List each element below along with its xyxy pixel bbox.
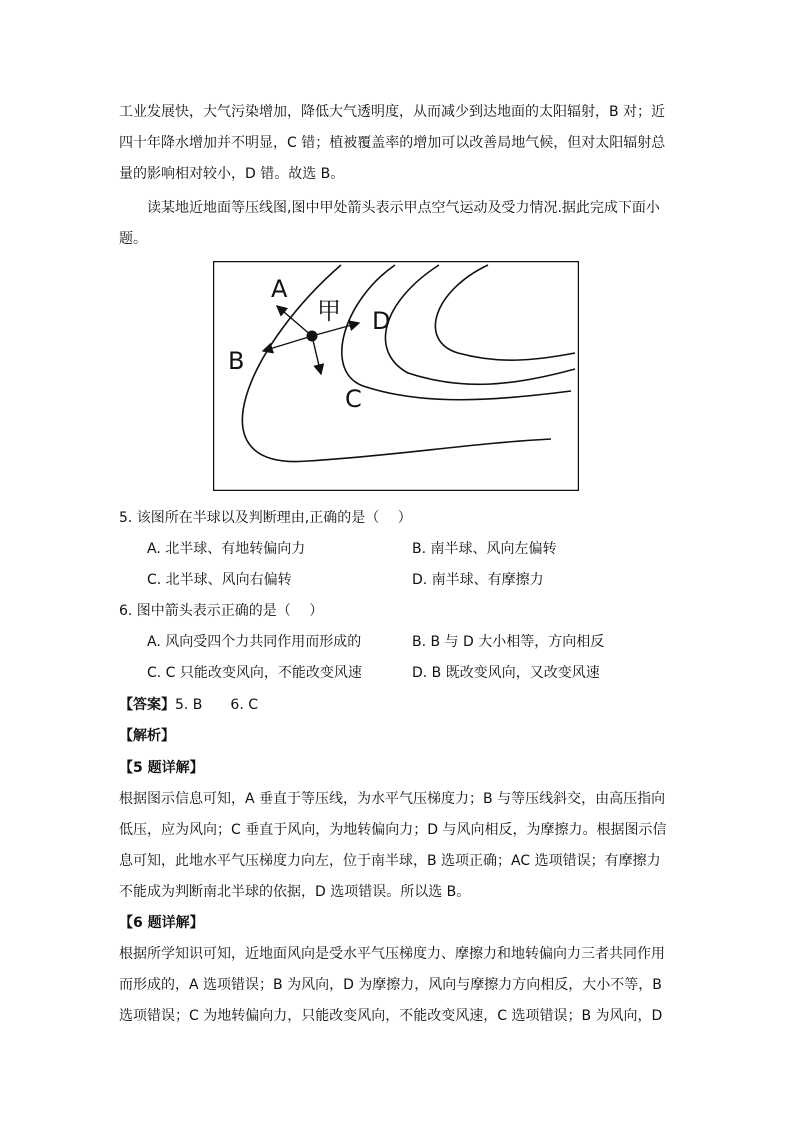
point-jia (307, 331, 318, 342)
q5-option-c: C. 北半球、风向右偏转 (147, 572, 292, 588)
q6-stem: 6. 图中箭头表示正确的是（ ） (119, 603, 324, 619)
prompt-line-1: 读某地近地面等压线图,图中甲处箭头表示甲点空气运动及受力情况.据此完成下面小 (147, 200, 660, 216)
q6-option-c: C. C 只能改变风向，不能改变风速 (147, 665, 362, 681)
analysis-label: 【解析】 (119, 728, 175, 744)
label-d: D (372, 307, 391, 335)
q5-detail-line-2: 低压，应为风向；C 垂直于风向，为地转偏向力；D 与风向相反，为摩擦力。根据图示信 (119, 822, 667, 838)
q6-option-a: A. 风向受四个力共同作用而形成的 (147, 634, 362, 650)
answer-text: 5. B 6. C (175, 697, 258, 713)
q6-detail-title: 【6 题详解】 (119, 915, 204, 931)
q5-detail-title: 【5 题详解】 (119, 760, 204, 776)
label-a: A (271, 275, 288, 303)
q6-detail-line-3: 选项错误；C 为地转偏向力，只能改变风向，不能改变风速，C 选项错误；B 为风向，D (119, 1008, 663, 1024)
q5-detail-line-4: 不能成为判断南北半球的依据，D 选项错误。所以选 B。 (119, 884, 471, 900)
q5-option-a: A. 北半球、有地转偏向力 (147, 541, 306, 557)
prompt-line-2: 题。 (119, 231, 147, 247)
q6-option-b: B. B 与 D 大小相等，方向相反 (412, 634, 605, 650)
label-c: C (345, 385, 362, 413)
q5-stem: 5. 该图所在半球以及判断理由,正确的是（ ） (119, 510, 412, 526)
q6-detail-line-1: 根据所学知识可知，近地面风向是受水平气压梯度力、摩擦力和地转偏向力三者共同作用 (119, 946, 665, 962)
intro-line-1: 工业发展快，大气污染增加，降低大气透明度，从而减少到达地面的太阳辐射，B 对；近 (119, 104, 666, 120)
q5-option-b: B. 南半球、风向左偏转 (412, 541, 557, 557)
q5-option-d: D. 南半球、有摩擦力 (412, 572, 544, 588)
label-b: B (228, 347, 245, 375)
q6-option-d: D. B 既改变风向，又改变风速 (412, 665, 600, 681)
figure-frame (214, 262, 579, 491)
intro-line-2: 四十年降水增加并不明显，C 错；植被覆盖率的增加可以改善局地气候，但对太阳辐射总 (119, 135, 666, 151)
q5-detail-line-3: 息可知，此地水平气压梯度力向左，位于南半球，B 选项正确；AC 选项错误；有摩擦力 (119, 853, 661, 869)
isobar-figure (213, 261, 579, 491)
q5-detail-line-1: 根据图示信息可知，A 垂直于等压线，为水平气压梯度力；B 与等压线斜交，由高压指向 (119, 791, 666, 807)
label-jia: 甲 (317, 297, 341, 325)
answer-line (119, 695, 258, 715)
intro-line-3: 量的影响相对较小，D 错。故选 B。 (119, 166, 345, 182)
q6-detail-line-2: 而形成的，A 选项错误；B 为风向，D 为摩擦力，风向与摩擦力方向相反，大小不等，B (119, 977, 662, 993)
answer-label: 【答案】 (119, 697, 175, 713)
